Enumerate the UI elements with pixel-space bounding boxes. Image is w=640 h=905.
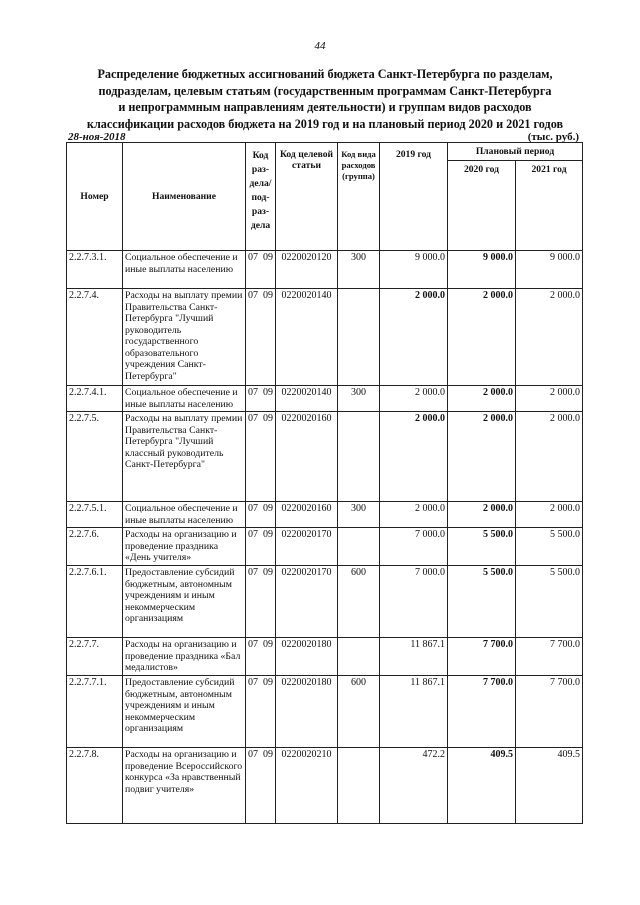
cell-razdel: [246, 528, 276, 566]
cell-2019: 7 000.0: [380, 528, 448, 566]
cell-number: 2.2.7.8.: [67, 748, 123, 824]
cell-2021: 2 000.0: [516, 412, 583, 502]
cell-number: 2.2.7.7.: [67, 638, 123, 676]
cell-2021: 409.5: [516, 748, 583, 824]
cell-vr: 600: [338, 676, 380, 748]
cell-name: Расходы на организацию и проведение Всероссийского конкурса «За нравственный подвиг учителя»: [123, 748, 246, 824]
cell-number: 2.2.7.6.: [67, 528, 123, 566]
header-plan: Плановый период: [448, 143, 583, 161]
cell-cs: 0220020210: [276, 748, 338, 824]
cell-name: Расходы на выплату премии Правительства Санкт-Петербурга "Лучший руководитель государственного образовательного учреждения Санкт-Петербурга": [123, 289, 246, 386]
header-row: [67, 143, 583, 161]
cell-number: 2.2.7.5.: [67, 412, 123, 502]
cell-2021: 2 000.0: [516, 502, 583, 528]
razdel-codes: [246, 529, 275, 540]
title-line: и непрограммным направлениям деятельности) и группам видов расходов: [118, 100, 532, 115]
cell-number: 2.2.7.6.1.: [67, 566, 123, 638]
razdel-codes: [246, 677, 275, 688]
cell-razdel: [246, 251, 276, 289]
cell-name: Расходы на организацию и проведение праздника «День учителя»: [123, 528, 246, 566]
podrazdel-code: 09: [263, 749, 273, 760]
table-row: [67, 528, 583, 566]
cell-cs: 0220020170: [276, 528, 338, 566]
cell-number: 2.2.7.4.: [67, 289, 123, 386]
cell-2019: 2 000.0: [380, 502, 448, 528]
cell-2021: 2 000.0: [516, 386, 583, 412]
title-line: классификации расходов бюджета на 2019 год и на плановый период 2020 и 2021 годов: [86, 116, 564, 131]
cell-cs: 0220020140: [276, 289, 338, 386]
cell-2019: 472.2: [380, 748, 448, 824]
cell-name: Расходы на организацию и проведение праздника «Бал медалистов»: [123, 638, 246, 676]
cell-vr: 600: [338, 566, 380, 638]
cell-cs: 0220020180: [276, 676, 338, 748]
cell-name: Социальное обеспечение и иные выплаты населению: [123, 502, 246, 528]
cell-2021: 7 700.0: [516, 676, 583, 748]
cell-vr: [338, 528, 380, 566]
header-2020: 2020 год: [448, 161, 516, 251]
cell-vr: 300: [338, 386, 380, 412]
cell-number: 2.2.7.4.1.: [67, 386, 123, 412]
table-row: [67, 566, 583, 638]
header-nomer: Номер: [67, 143, 123, 251]
cell-2020: 409.5: [448, 748, 516, 824]
table-row: [67, 386, 583, 412]
podrazdel-code: 09: [263, 503, 273, 514]
cell-name: Социальное обеспечение и иные выплаты населению: [123, 251, 246, 289]
header-cs: Код целевой статьи: [276, 143, 338, 251]
cell-cs: 0220020170: [276, 566, 338, 638]
podrazdel-code: 09: [263, 639, 273, 650]
cell-2019: 11 867.1: [380, 676, 448, 748]
header-name: Наименование: [123, 143, 246, 251]
header-2019: 2019 год: [380, 143, 448, 251]
cell-cs: 0220020160: [276, 502, 338, 528]
cell-razdel: [246, 386, 276, 412]
podrazdel-code: 09: [263, 677, 273, 688]
cell-2020: 9 000.0: [448, 251, 516, 289]
title-line: подразделам, целевым статьям (государственным программам Санкт-Петербурга: [98, 83, 552, 98]
table-row: [67, 502, 583, 528]
cell-2019: 2 000.0: [380, 412, 448, 502]
cell-2021: 5 500.0: [516, 566, 583, 638]
cell-2021: 5 500.0: [516, 528, 583, 566]
unit-label: (тыс. руб.): [527, 131, 579, 143]
cell-cs: 0220020160: [276, 412, 338, 502]
cell-vr: [338, 289, 380, 386]
cell-name: Социальное обеспечение и иные выплаты населению: [123, 386, 246, 412]
razdel-code: 07: [248, 413, 258, 424]
header-vr: Код вида расходов (группа): [338, 143, 380, 251]
cell-2019: 11 867.1: [380, 638, 448, 676]
cell-2019: 2 000.0: [380, 386, 448, 412]
podrazdel-code: 09: [263, 567, 273, 578]
razdel-codes: [246, 749, 275, 760]
cell-2021: 9 000.0: [516, 251, 583, 289]
razdel-codes: [246, 413, 275, 424]
table-row: [67, 412, 583, 502]
table-row: [67, 676, 583, 748]
cell-2020: 2 000.0: [448, 386, 516, 412]
razdel-code: 07: [248, 503, 258, 514]
razdel-codes: [246, 503, 275, 514]
podrazdel-code: 09: [263, 252, 273, 263]
razdel-codes: [246, 567, 275, 578]
cell-razdel: [246, 502, 276, 528]
cell-2019: 9 000.0: [380, 251, 448, 289]
cell-2020: 2 000.0: [448, 289, 516, 386]
cell-2021: 7 700.0: [516, 638, 583, 676]
cell-razdel: [246, 638, 276, 676]
cell-name: Расходы на выплату премии Правительства Санкт-Петербурга "Лучший классный руководитель Санкт-Петербурга": [123, 412, 246, 502]
budget-table: [66, 142, 583, 824]
cell-number: 2.2.7.7.1.: [67, 676, 123, 748]
cell-2019: 7 000.0: [380, 566, 448, 638]
cell-number: 2.2.7.5.1.: [67, 502, 123, 528]
podrazdel-code: 09: [263, 529, 273, 540]
table-row: [67, 289, 583, 386]
cell-razdel: [246, 412, 276, 502]
cell-razdel: [246, 566, 276, 638]
razdel-codes: [246, 252, 275, 263]
cell-cs: 0220020140: [276, 386, 338, 412]
podrazdel-code: 09: [263, 290, 273, 301]
cell-razdel: [246, 289, 276, 386]
podrazdel-code: 09: [263, 413, 273, 424]
cell-2020: 7 700.0: [448, 638, 516, 676]
cell-razdel: [246, 676, 276, 748]
table-row: [67, 748, 583, 824]
document-title: [70, 66, 580, 132]
cell-2021: 2 000.0: [516, 289, 583, 386]
cell-cs: 0220020120: [276, 251, 338, 289]
cell-vr: [338, 748, 380, 824]
razdel-code: 07: [248, 387, 258, 398]
cell-vr: [338, 638, 380, 676]
cell-number: 2.2.7.3.1.: [67, 251, 123, 289]
header-2021: 2021 год: [516, 161, 583, 251]
document-date: 28-ноя-2018: [68, 131, 126, 143]
cell-2020: 2 000.0: [448, 502, 516, 528]
razdel-code: 07: [248, 567, 258, 578]
razdel-code: 07: [248, 529, 258, 540]
cell-vr: 300: [338, 502, 380, 528]
cell-2020: 2 000.0: [448, 412, 516, 502]
cell-cs: 0220020180: [276, 638, 338, 676]
razdel-codes: [246, 290, 275, 301]
table-row: [67, 251, 583, 289]
podrazdel-code: 09: [263, 387, 273, 398]
cell-name: Предоставление субсидий бюджетным, автономным учреждениям и иным некоммерческим организациям: [123, 676, 246, 748]
cell-vr: 300: [338, 251, 380, 289]
cell-vr: [338, 412, 380, 502]
cell-2020: 5 500.0: [448, 528, 516, 566]
cell-2019: 2 000.0: [380, 289, 448, 386]
razdel-code: 07: [248, 252, 258, 263]
razdel-code: 07: [248, 290, 258, 301]
page-number: 44: [314, 40, 326, 52]
cell-name: Предоставление субсидий бюджетным, автономным учреждениям и иным некоммерческим организациям: [123, 566, 246, 638]
title-line: Распределение бюджетных ассигнований бюджета Санкт-Петербурга по разделам,: [97, 67, 553, 81]
header-razdel: Код раз-дела/ под-раз-дела: [246, 143, 276, 251]
razdel-codes: [246, 639, 275, 650]
razdel-code: 07: [248, 639, 258, 650]
table-row: [67, 638, 583, 676]
cell-2020: 5 500.0: [448, 566, 516, 638]
razdel-codes: [246, 387, 275, 398]
cell-2020: 7 700.0: [448, 676, 516, 748]
cell-razdel: [246, 748, 276, 824]
razdel-code: 07: [248, 677, 258, 688]
razdel-code: 07: [248, 749, 258, 760]
